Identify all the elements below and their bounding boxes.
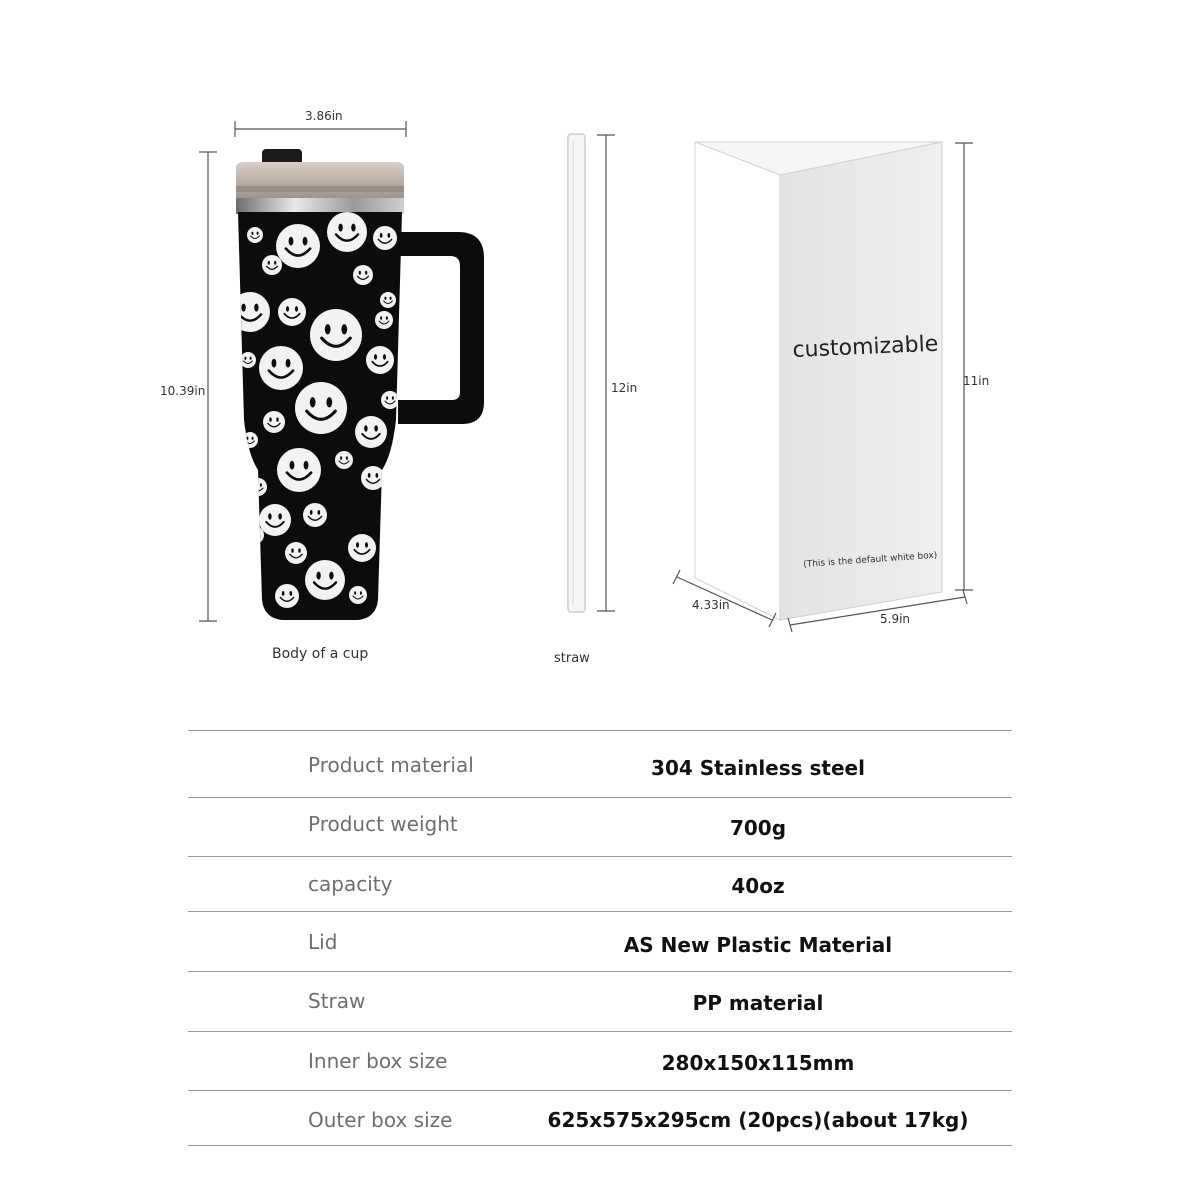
smiley-icon	[327, 212, 367, 252]
cup-handle	[398, 232, 484, 424]
spec-value: 700g	[729, 816, 787, 840]
straw-length-dimension	[597, 135, 615, 611]
smiley-icon	[295, 382, 347, 434]
spec-value: 40oz	[731, 874, 785, 898]
smiley-icon	[361, 466, 385, 490]
smiley-icon	[240, 352, 256, 368]
cup-steel-rim	[236, 198, 404, 214]
box-customizable-text: customizable	[792, 331, 939, 363]
smiley-icon	[262, 255, 282, 275]
smiley-icon	[230, 292, 270, 332]
smiley-icon	[305, 560, 345, 600]
spec-value: PP material	[692, 991, 824, 1015]
smiley-icon	[335, 451, 353, 469]
smiley-icon	[277, 448, 321, 492]
cup-caption: Body of a cup	[272, 646, 369, 662]
smiley-icon	[348, 534, 376, 562]
smiley-icon	[278, 298, 306, 326]
box-height-label: 11in	[963, 374, 990, 388]
smiley-icon	[249, 478, 267, 496]
smiley-icon	[246, 526, 264, 544]
spec-value: 625x575x295cm (20pcs)(about 17kg)	[547, 1108, 969, 1132]
smiley-icon	[303, 503, 327, 527]
box-note: (This is the default white box)	[803, 550, 938, 570]
straw	[568, 134, 585, 612]
smiley-icon	[259, 346, 303, 390]
straw-length-label: 12in	[611, 381, 638, 395]
spec-value: AS New Plastic Material	[623, 933, 893, 957]
smiley-icon	[373, 226, 397, 250]
box-height-dimension	[955, 143, 973, 590]
table-row	[188, 797, 1012, 857]
smiley-icon	[263, 411, 285, 433]
smiley-icon	[380, 292, 396, 308]
spec-label: Outer box size	[308, 1108, 453, 1132]
spec-value: 280x150x115mm	[661, 1051, 855, 1075]
smiley-icon	[353, 265, 373, 285]
smiley-icon	[247, 227, 263, 243]
spec-value: 304 Stainless steel	[651, 756, 865, 780]
box-depth-label: 4.33in	[692, 598, 730, 612]
spec-label: Straw	[308, 989, 366, 1013]
smiley-icon	[366, 346, 394, 374]
smiley-icon	[275, 584, 299, 608]
spec-label: Product weight	[308, 812, 458, 836]
table-row	[188, 1031, 1012, 1091]
table-row	[188, 911, 1012, 972]
table-row	[188, 971, 1012, 1032]
cup-width-dimension	[235, 121, 406, 137]
smiley-icon	[259, 504, 291, 536]
box-width-label: 5.9in	[880, 612, 911, 626]
smiley-icon	[310, 309, 362, 361]
cup-width-label: 3.86in	[305, 109, 343, 123]
spec-label: Product material	[308, 753, 474, 777]
tumbler-cup	[230, 149, 484, 620]
cup-height-label: 10.39in	[160, 384, 206, 398]
box-side	[695, 142, 780, 620]
smiley-icon	[285, 542, 307, 564]
smiley-icon	[349, 586, 367, 604]
cup-lid	[236, 162, 404, 198]
table-row	[188, 856, 1012, 912]
spec-label: Inner box size	[308, 1049, 448, 1073]
spec-label: capacity	[308, 872, 393, 896]
smiley-icon	[381, 391, 399, 409]
smiley-icon	[375, 311, 393, 329]
spec-label: Lid	[308, 930, 338, 954]
smiley-icon	[276, 224, 320, 268]
smiley-icon	[355, 416, 387, 448]
table-row	[188, 1090, 1012, 1146]
smiley-icon	[242, 432, 258, 448]
straw-caption: straw	[554, 651, 590, 666]
table-row	[188, 730, 1012, 798]
white-box	[695, 142, 942, 620]
